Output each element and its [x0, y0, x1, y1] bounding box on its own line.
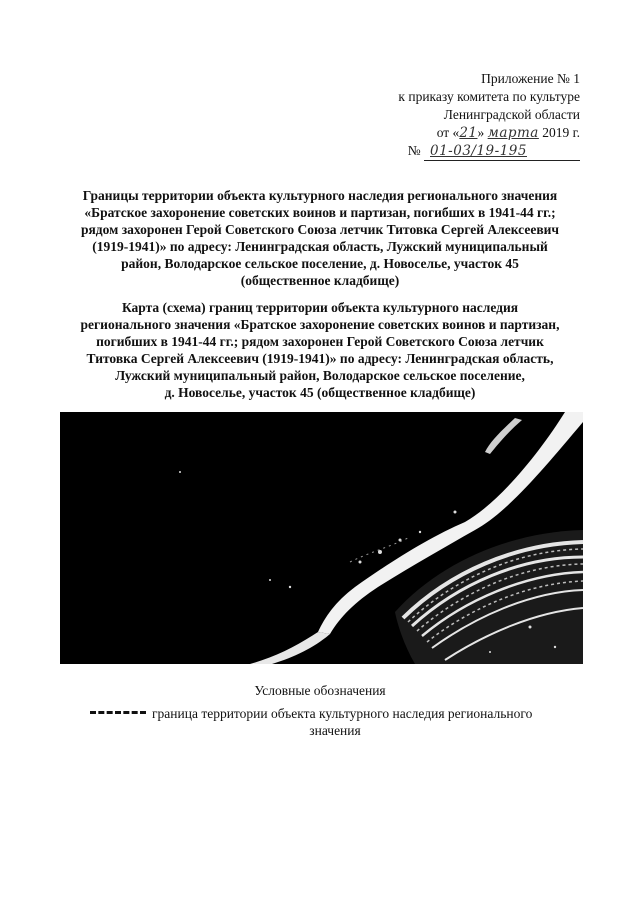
map-title-line: погибших в 1941-44 гг.; рядом захоронен Герой Советского Союза летчик	[96, 334, 544, 349]
date-prefix: от «	[436, 125, 460, 140]
map-title-line: Лужский муниципальный район, Володарское сельское поселение,	[115, 368, 525, 383]
date-day: 21	[459, 125, 478, 141]
appendix-number	[280, 142, 580, 161]
legend-item-text-2: значения	[309, 723, 361, 738]
title-line: «Братское захоронение советских воинов и партизан, погибших в 1941-44 гг.;	[84, 205, 556, 220]
appendix-date	[280, 124, 580, 142]
title-line: Границы территории объекта культурного наследия регионального значения	[82, 188, 558, 203]
date-year: 2019 г.	[542, 125, 580, 140]
appendix-line-2: к приказу комитета по культуре	[398, 89, 580, 104]
appendix-block	[280, 70, 580, 161]
map-image	[60, 412, 583, 664]
number-value: 01-03/19-195	[430, 143, 527, 159]
title-line: рядом захоронен Герой Советского Союза летчик Титовка Сергей Алексеевич	[80, 222, 560, 237]
legend-title: Условные обозначения	[254, 683, 386, 698]
map-scheme	[60, 412, 583, 664]
title-line: (общественное кладбище)	[240, 273, 400, 288]
appendix-line-3: Ленинградской области	[443, 107, 580, 122]
date-mid: »	[477, 125, 488, 140]
appendix-line-1: Приложение № 1	[481, 71, 580, 86]
document-title	[60, 187, 580, 289]
title-line: (1919-1941)» по адресу: Ленинградская область, Лужский муниципальный	[92, 239, 548, 254]
legend-item	[90, 705, 580, 739]
number-field	[424, 142, 580, 161]
map-title-line: регионального значения «Братское захоронение советских воинов и партизан,	[80, 317, 560, 332]
map-title-line: д. Новоселье, участок 45 (общественное кладбище)	[164, 385, 476, 400]
number-prefix: №	[407, 143, 421, 158]
dashed-line-symbol	[90, 711, 146, 714]
map-title	[60, 299, 580, 401]
title-line: район, Володарское сельское поселение, д. Новоселье, участок 45	[121, 256, 519, 271]
legend-item-text-1: граница территории объекта культурного наследия регионального	[152, 706, 533, 721]
date-month: марта	[487, 125, 539, 141]
map-title-line: Карта (схема) границ территории объекта культурного наследия	[121, 300, 519, 315]
map-title-line: Титовка Сергей Алексеевич (1919-1941)» по адресу: Ленинградская область,	[86, 351, 554, 366]
